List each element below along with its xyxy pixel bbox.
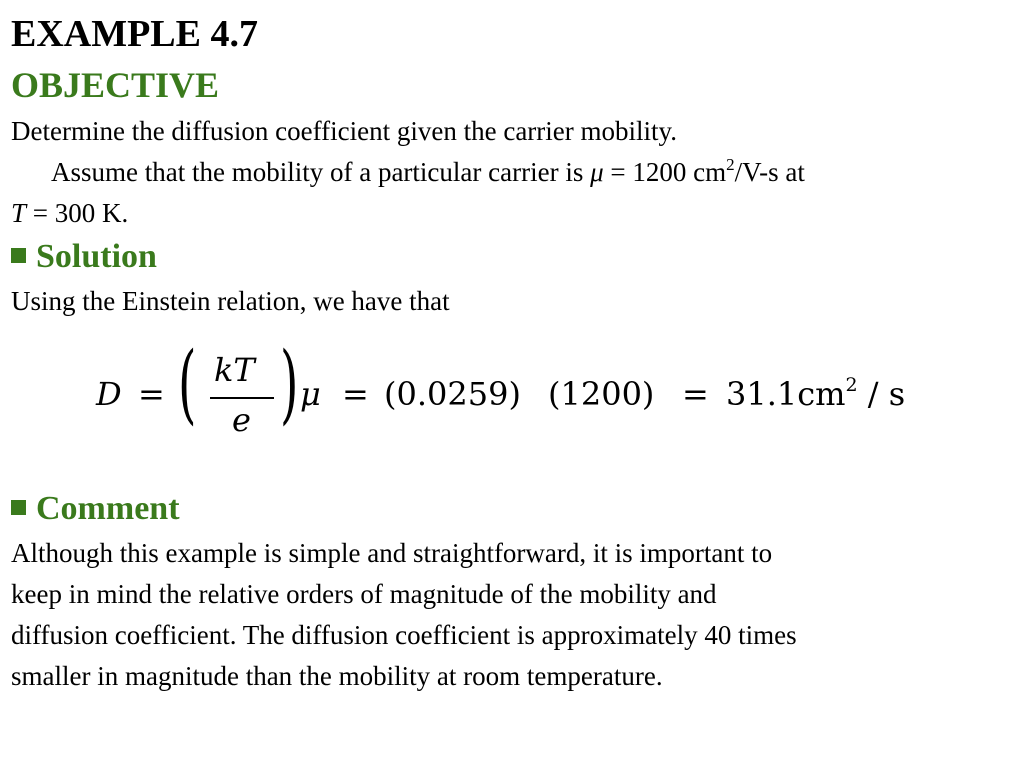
comment-heading [11, 489, 180, 529]
slide [11, 0, 1016, 768]
eq-value-1: (0.0259) [384, 375, 521, 413]
comment-line: diffusion coefficient. The diffusion coefficient is approximately 40 times [11, 620, 797, 650]
eq-numerator: kT [214, 351, 255, 389]
eq-result-exponent: 2 [845, 374, 858, 396]
eq-equals-1: = [138, 375, 165, 413]
eq-denominator: e [232, 401, 251, 439]
assumption-prefix: Assume that the mobility of a particular carrier is [51, 157, 591, 187]
assumption-suffix: /V-s at [734, 157, 805, 187]
eq-equals-2: = [342, 375, 369, 413]
eq-result-value: 31.1cm [726, 375, 846, 413]
solution-heading-label: Solution [36, 238, 157, 275]
mu-symbol: μ [590, 157, 604, 187]
comment-line: smaller in magnitude than the mobility at room temperature. [11, 661, 663, 691]
temperature-value: = 300 K. [26, 198, 129, 228]
page-title: EXAMPLE 4.7 [11, 13, 258, 55]
assumption-exponent: 2 [726, 155, 735, 174]
eq-value-2: (1200) [548, 375, 655, 413]
square-bullet-icon [11, 248, 26, 263]
objective-text: Determine the diffusion coefficient given the carrier mobility. [11, 116, 678, 146]
eq-result [726, 375, 905, 413]
comment-heading-label: Comment [36, 490, 180, 527]
comment-line: Although this example is simple and straightforward, it is important to [11, 538, 773, 568]
solution-intro: Using the Einstein relation, we have that [11, 286, 450, 316]
assumption-line-2 [11, 193, 128, 234]
eq-fraction-bar [210, 397, 274, 399]
eq-equals-3: = [682, 375, 709, 413]
temperature-variable: T [11, 198, 27, 228]
solution-heading [11, 237, 157, 277]
comment-body [11, 533, 1011, 697]
comment-line: keep in mind the relative orders of magnitude of the mobility and [11, 579, 717, 609]
assumption-value: = 1200 cm [603, 157, 727, 187]
einstein-equation [86, 334, 966, 445]
assumption-line-1 [11, 152, 805, 193]
square-bullet-icon [11, 500, 26, 515]
eq-lhs: D [96, 375, 122, 413]
eq-right-paren: ) [280, 334, 299, 434]
eq-left-paren: ( [178, 334, 197, 434]
eq-result-unit: / s [857, 375, 906, 413]
objective-heading: OBJECTIVE [11, 65, 220, 105]
eq-mu: μ [300, 375, 321, 413]
